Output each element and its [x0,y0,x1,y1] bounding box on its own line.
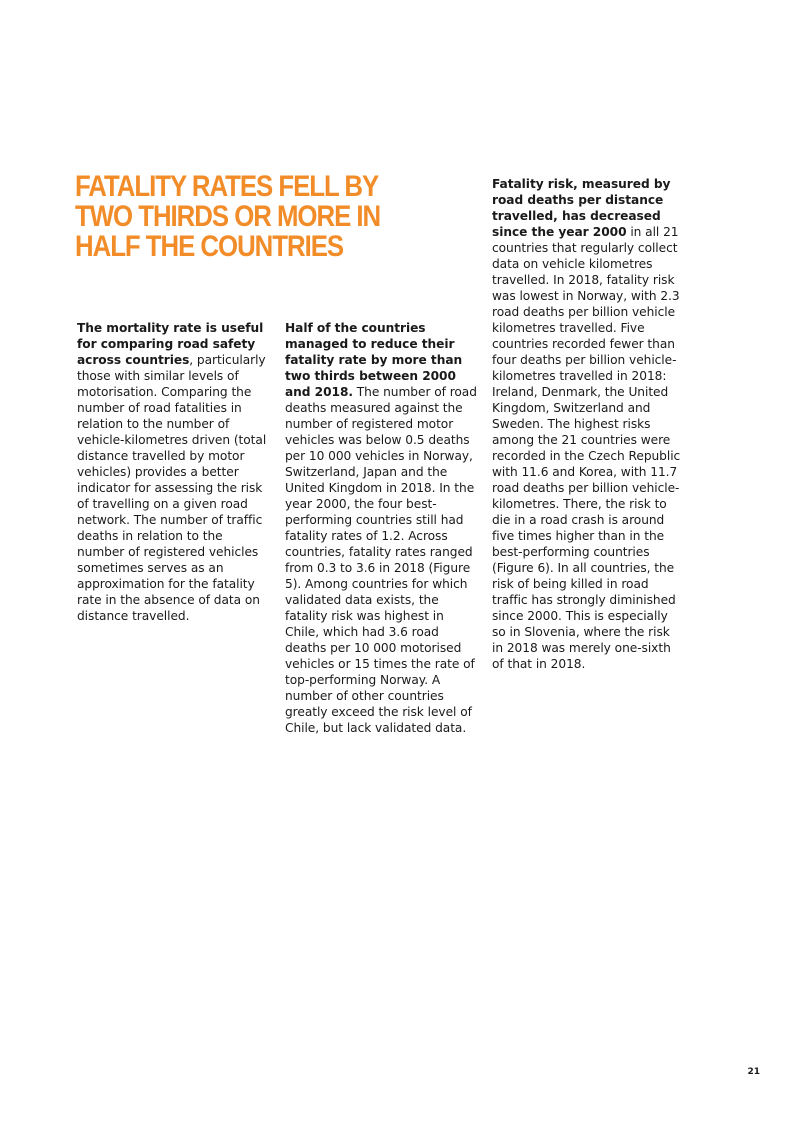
paragraph-body: in all 21 countries that regularly collect data on vehicle kilometres travelled. In 2018, fatality risk was lowest in Norway, with 2.3 road deaths per billion vehicle kilometres travelled. Five countries recorded fewer than four deaths per billion vehicle-kilometres travelled in 2018: Ireland, Denmark, the United Kingdom, Switzerland and Sweden. The highest risks among the 21 countries were recorded in the Czech Republic with 11.6 and Korea, with 11.7 road deaths per billion vehicle-kilometres. There, the risk to die in a road crash is around five times higher than in the best-performing countries (Figure 6). In all countries, the risk of being killed in road traffic has strongly diminished since 2000. This is especially so in Slovenia, where the risk in 2018 was merely one-sixth of that in 2018. [492,225,681,671]
paragraph-lead: The mortality rate is useful for comparing road safety across countries [77,321,264,367]
paragraph-mortality-rate [77,320,269,624]
paragraph-lead: Half of the countries managed to reduce their fatality rate by more than two thirds between 2000 and 2018. [285,321,463,399]
heading-line-3: HALF THE COUNTRIES [75,230,344,263]
paragraph-fatality-rate-reduction [285,320,477,736]
section-heading [75,172,402,262]
heading-line-2: TWO THIRDS OR MORE IN [75,200,381,233]
page-number: 21 [747,1067,760,1077]
paragraph-body: , particularly those with similar levels of motorisation. Comparing the number of road fatalities in relation to the number of vehicle-kilometres driven (total distance travelled by motor vehicles) provides a better indicator for assessing the risk of travelling on a given road network. The number of traffic deaths in relation to the number of registered vehicles sometimes serves as an approximation for the fatality rate in the absence of data on distance travelled. [77,353,267,623]
paragraph-lead: Fatality risk, measured by road deaths per distance travelled, has decreased since the year 2000 [492,177,671,239]
heading-line-1: FATALITY RATES FELL BY [75,170,379,203]
paragraph-body: The number of road deaths measured against the number of registered motor vehicles was below 0.5 deaths per 10 000 vehicles in Norway, Switzerland, Japan and the United Kingdom in 2018. In the year 2000, the four best-performing countries still had fatality rates of 1.2. Across countries, fatality rates ranged from 0.3 to 3.6 in 2018 (Figure 5). Among countries for which validated data exists, the fatality risk was highest in Chile, which had 3.6 road deaths per 10 000 motorised vehicles or 15 times the rate of top-performing Norway. A number of other countries greatly exceed the risk level of Chile, but lack validated data. [285,385,477,735]
paragraph-fatality-risk [492,176,684,672]
